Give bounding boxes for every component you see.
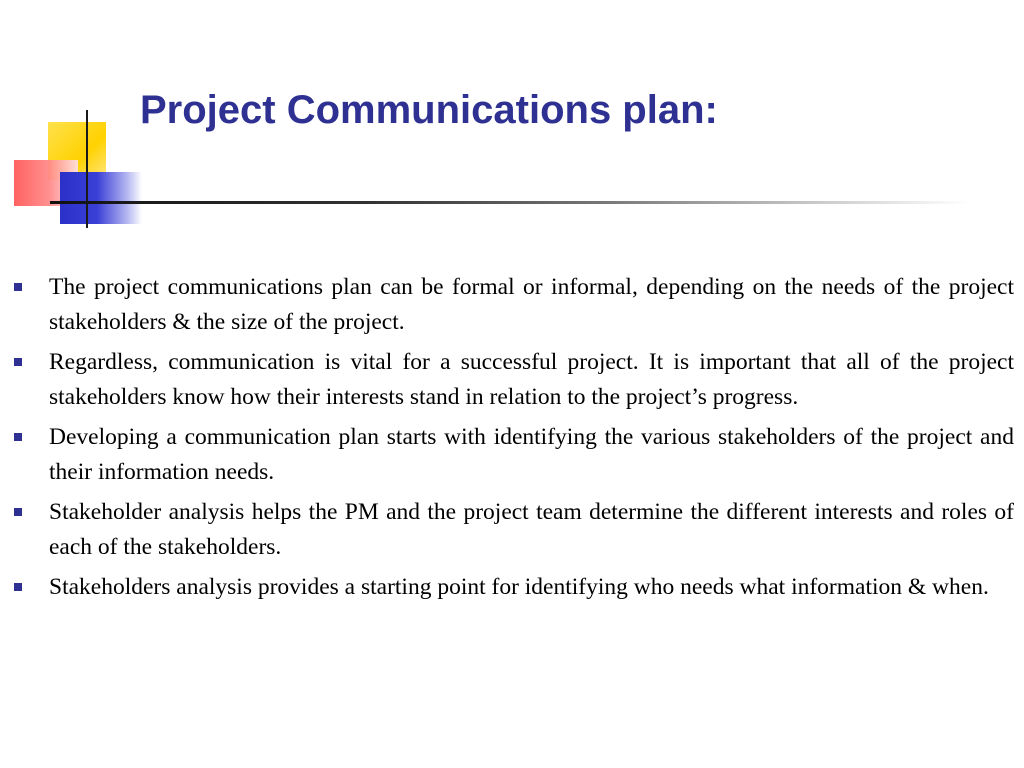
bullet-item — [14, 495, 1014, 565]
square-bullet-icon — [14, 433, 22, 441]
vertical-rule — [86, 110, 88, 228]
blue-square-shape — [60, 172, 142, 224]
square-bullet-icon — [14, 583, 22, 591]
bullet-text: Stakeholders analysis provides a starting point for identifying who needs what information & when. — [49, 574, 989, 600]
square-bullet-icon — [14, 508, 22, 516]
bullet-text: Developing a communication plan starts with identifying the various stakeholders of the project and their information needs. — [49, 424, 1014, 485]
bullet-item — [14, 570, 1014, 605]
title-underline-rule — [50, 201, 970, 204]
bullet-item — [14, 420, 1014, 490]
slide-title: Project Communications plan: — [140, 88, 718, 132]
squares-logo-icon — [0, 0, 160, 240]
bullet-text: Regardless, communication is vital for a successful project. It is important that all of the project stakeholders know how their interests stand in relation to the project’s progress. — [49, 349, 1014, 410]
bullet-text: Stakeholder analysis helps the PM and the project team determine the different interests and roles of each of the stakeholders. — [49, 499, 1014, 560]
bullet-item — [14, 345, 1014, 415]
bullet-text: The project communications plan can be formal or informal, depending on the needs of the project stakeholders & the size of the project. — [49, 274, 1014, 335]
square-bullet-icon — [14, 358, 22, 366]
square-bullet-icon — [14, 283, 22, 291]
bullet-item — [14, 270, 1014, 340]
bullet-list — [14, 270, 1014, 610]
